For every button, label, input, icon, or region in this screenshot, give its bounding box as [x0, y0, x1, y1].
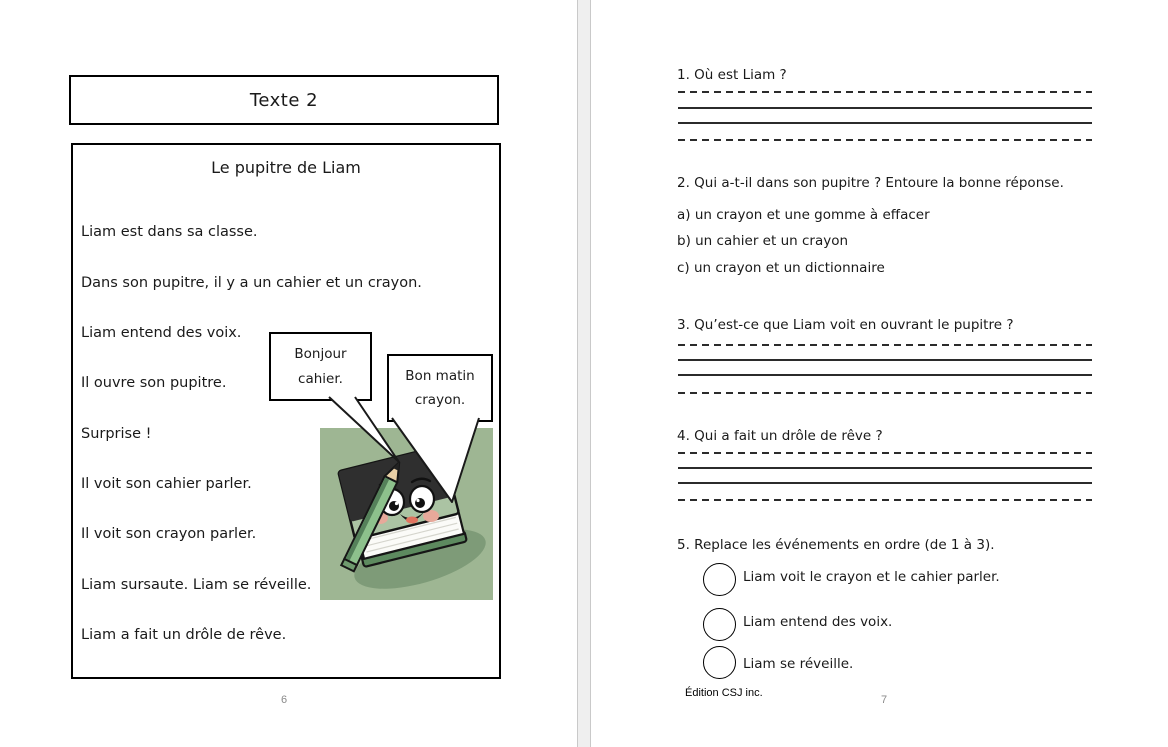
- answer-line-dashed: [678, 452, 1092, 454]
- speech-bubble-crayon-line2: crayon.: [414, 392, 466, 408]
- answer-line-dashed: [678, 392, 1092, 394]
- question-2-option-c: c) un crayon et un dictionnaire: [677, 260, 885, 276]
- question-4: 4. Qui a fait un drôle de rêve ?: [677, 428, 883, 444]
- story-line: Il voit son crayon parler.: [81, 526, 257, 542]
- story-line: Dans son pupitre, il y a un cahier et un crayon.: [81, 275, 422, 291]
- story-line: Liam est dans sa classe.: [81, 224, 258, 240]
- book-pencil-illustration: [320, 428, 493, 600]
- page-7: [591, 0, 1168, 747]
- order-circle: [703, 646, 736, 679]
- speech-bubble-cahier-line1: Bonjour: [294, 346, 347, 362]
- story-line: Il voit son cahier parler.: [81, 476, 252, 492]
- page-6: [0, 0, 577, 747]
- answer-line-dashed: [678, 499, 1092, 501]
- page-gap-separator: [577, 0, 591, 747]
- question-2-option-a: a) un crayon et une gomme à effacer: [677, 207, 930, 223]
- question-2: 2. Qui a-t-il dans son pupitre ? Entoure la bonne réponse.: [677, 175, 1064, 191]
- order-circle: [703, 563, 736, 596]
- order-item-2: Liam entend des voix.: [743, 614, 893, 630]
- question-1: 1. Où est Liam ?: [677, 67, 787, 83]
- story-line: Liam sursaute. Liam se réveille.: [81, 577, 312, 593]
- story-line: Liam entend des voix.: [81, 325, 242, 341]
- answer-line-dashed: [678, 139, 1092, 141]
- page-number-left: 6: [281, 694, 288, 706]
- speech-bubble-cahier: [269, 332, 372, 401]
- order-circle: [703, 608, 736, 641]
- answer-line-dashed: [678, 344, 1092, 346]
- question-5: 5. Replace les événements en ordre (de 1 à 3).: [677, 537, 995, 553]
- speech-bubble-crayon-line1: Bon matin: [405, 368, 475, 384]
- page-number-right: 7: [881, 694, 888, 706]
- answer-line-dashed: [678, 91, 1092, 93]
- texte-header-label: Texte 2: [249, 89, 319, 111]
- story-box: [71, 143, 501, 679]
- answer-line-solid: [678, 107, 1092, 109]
- answer-line-solid: [678, 467, 1092, 469]
- order-item-1: Liam voit le crayon et le cahier parler.: [743, 569, 1000, 585]
- answer-line-solid: [678, 374, 1092, 376]
- order-item-3: Liam se réveille.: [743, 656, 854, 672]
- answer-line-solid: [678, 122, 1092, 124]
- story-line: Liam a fait un drôle de rêve.: [81, 627, 287, 643]
- question-2-option-b: b) un cahier et un crayon: [677, 233, 849, 249]
- texte-header-box: [69, 75, 499, 125]
- edition-footer: Édition CSJ inc.: [685, 687, 763, 699]
- story-line: Il ouvre son pupitre.: [81, 375, 227, 391]
- speech-bubble-crayon: [387, 354, 493, 422]
- answer-line-solid: [678, 482, 1092, 484]
- question-3: 3. Qu’est-ce que Liam voit en ouvrant le pupitre ?: [677, 317, 1014, 333]
- story-title: Le pupitre de Liam: [211, 158, 361, 177]
- speech-bubble-cahier-line2: cahier.: [298, 371, 343, 387]
- story-line: Surprise !: [81, 426, 152, 442]
- answer-line-solid: [678, 359, 1092, 361]
